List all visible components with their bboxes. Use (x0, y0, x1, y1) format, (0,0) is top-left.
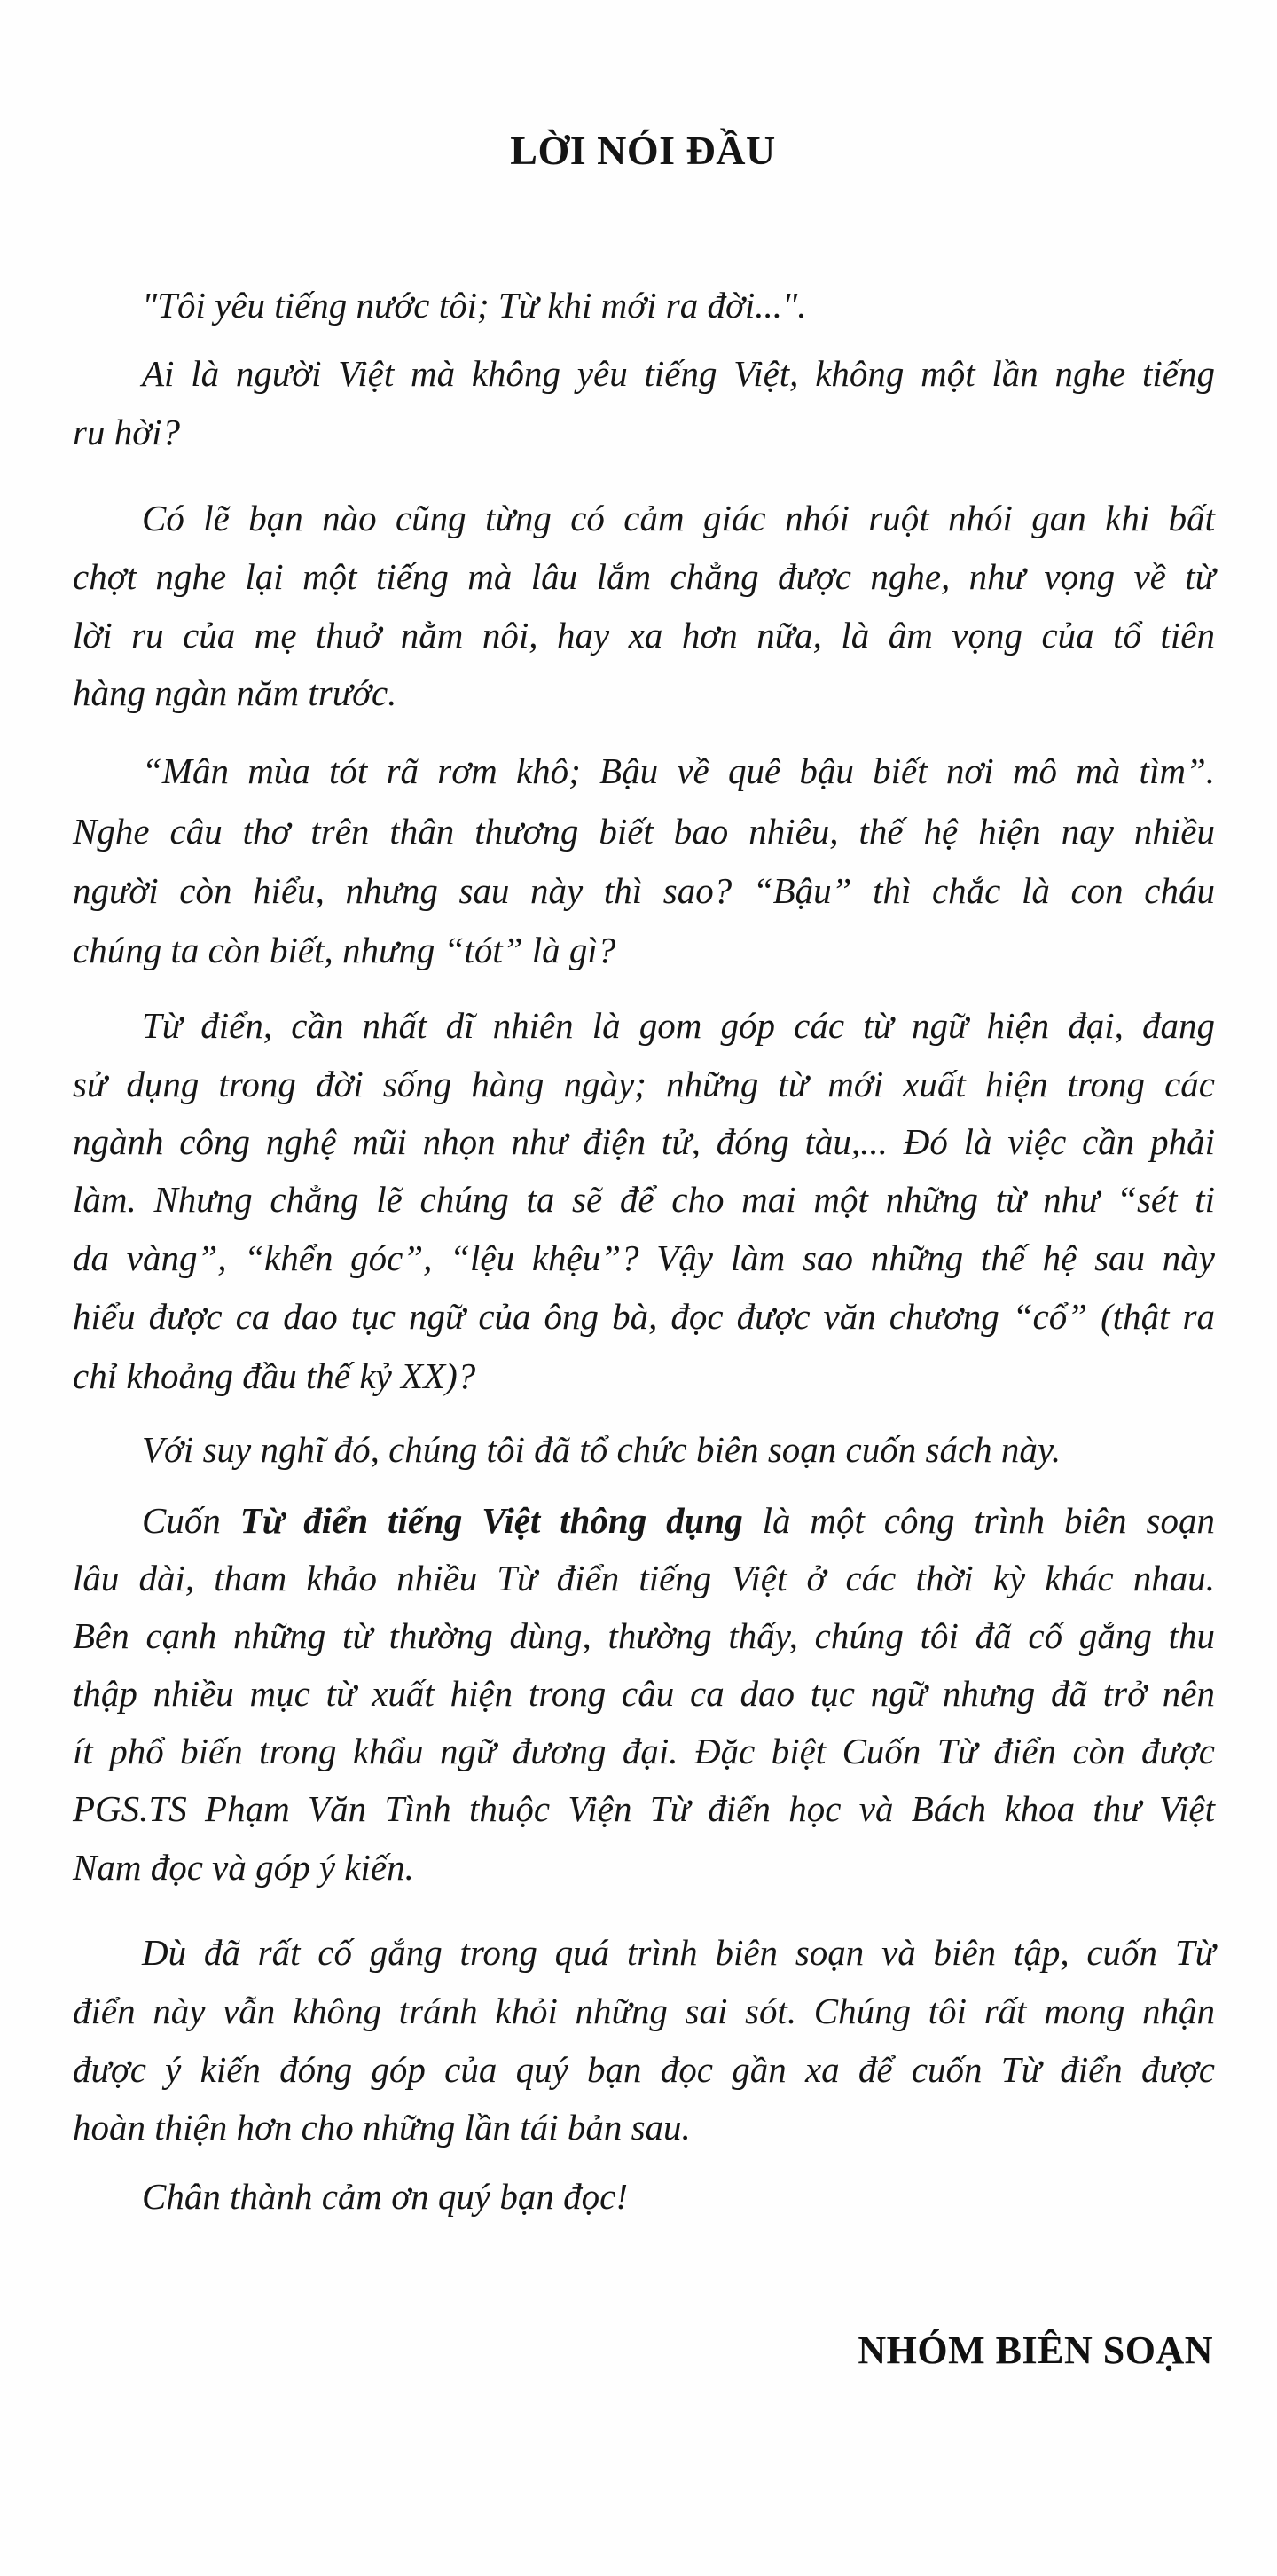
paragraph-line-with-book-title (142, 1494, 1215, 1547)
text-segment: là một công trình biên soạn (742, 1500, 1215, 1541)
text-segment: Cuốn (142, 1500, 240, 1541)
paragraph-line: thập nhiều mục từ xuất hiện trong câu ca dao tục ngữ nhưng đã trở nên (73, 1673, 1215, 1714)
paragraph-line: chỉ khoảng đầu thế kỷ XX)? (73, 1355, 476, 1396)
paragraph-line: Từ điển, cần nhất dĩ nhiên là gom góp các từ ngữ hiện đại, đang (142, 1005, 1215, 1046)
paragraph-line: lâu dài, tham khảo nhiều Từ điển tiếng Việt ở các thời kỳ khác nhau. (73, 1558, 1215, 1598)
paragraph-line: hàng ngàn năm trước. (73, 672, 397, 713)
paragraph-line: ru hời? (73, 412, 180, 452)
paragraph-line: lời ru của mẹ thuở nằm nôi, hay xa hơn nữa, là âm vọng của tổ tiên (73, 615, 1215, 656)
paragraph-line: Với suy nghĩ đó, chúng tôi đã tổ chức biên soạn cuốn sách này. (142, 1429, 1062, 1470)
paragraph-line: ngành công nghệ mũi nhọn như điện tử, đóng tàu,... Đó là việc cần phải (73, 1121, 1215, 1162)
paragraph-line: "Tôi yêu tiếng nước tôi; Từ khi mới ra đời...". (142, 285, 807, 326)
paragraph-line: Ai là người Việt mà không yêu tiếng Việt, không một lần nghe tiếng (142, 353, 1215, 394)
paragraph-line: Bên cạnh những từ thường dùng, thường thấy, chúng tôi đã cố gắng thu (73, 1615, 1215, 1656)
paragraph-line: làm. Nhưng chẳng lẽ chúng ta sẽ để cho mai một những từ như “sét ti (73, 1179, 1215, 1220)
paragraph-line: hoàn thiện hơn cho những lần tái bản sau. (73, 2107, 691, 2148)
paragraph-line: người còn hiểu, nhưng sau này thì sao? “Bậu” thì chắc là con cháu (73, 870, 1215, 911)
paragraph-line: Chân thành cảm ơn quý bạn đọc! (142, 2176, 628, 2217)
paragraph-line: Dù đã rất cố gắng trong quá trình biên soạn và biên tập, cuốn Từ (142, 1932, 1215, 1973)
page-title: LỜI NÓI ĐẦU (510, 128, 776, 173)
paragraph-line: Có lẽ bạn nào cũng từng có cảm giác nhói ruột nhói gan khi bất (142, 498, 1215, 538)
paragraph-line: điển này vẫn không tránh khỏi những sai sót. Chúng tôi rất mong nhận (73, 1991, 1215, 2031)
paragraph-line: da vàng”, “khển góc”, “lệu khệu”? Vậy làm sao những thế hệ sau này (73, 1237, 1215, 1278)
paragraph-line: sử dụng trong đời sống hàng ngày; những từ mới xuất hiện trong các (73, 1064, 1215, 1104)
paragraph-line: ít phổ biến trong khẩu ngữ đương đại. Đặc biệt Cuốn Từ điển còn được (73, 1731, 1215, 1771)
book-title: Từ điển tiếng Việt thông dụng (239, 1500, 743, 1541)
paragraph-line: “Mân mùa tót rã rơm khô; Bậu về quê bậu biết nơi mô mà tìm”. (142, 750, 1215, 791)
paragraph-line: chúng ta còn biết, nhưng “tót” là gì? (73, 930, 616, 970)
paragraph-line: hiểu được ca dao tục ngữ của ông bà, đọc được văn chương “cổ” (thật ra (73, 1296, 1215, 1337)
paragraph-line: chợt nghe lại một tiếng mà lâu lắm chẳng được nghe, như vọng về từ (73, 556, 1215, 597)
paragraph-line: Nam đọc và góp ý kiến. (73, 1847, 414, 1888)
paragraph-line: được ý kiến đóng góp của quý bạn đọc gần xa để cuốn Từ điển được (73, 2049, 1215, 2090)
paragraph-line: PGS.TS Phạm Văn Tình thuộc Viện Từ điển học và Bách khoa thư Việt (73, 1788, 1215, 1829)
paragraph-line: Nghe câu thơ trên thân thương biết bao nhiêu, thế hệ hiện nay nhiều (73, 811, 1215, 852)
signature: NHÓM BIÊN SOẠN (858, 2329, 1213, 2372)
